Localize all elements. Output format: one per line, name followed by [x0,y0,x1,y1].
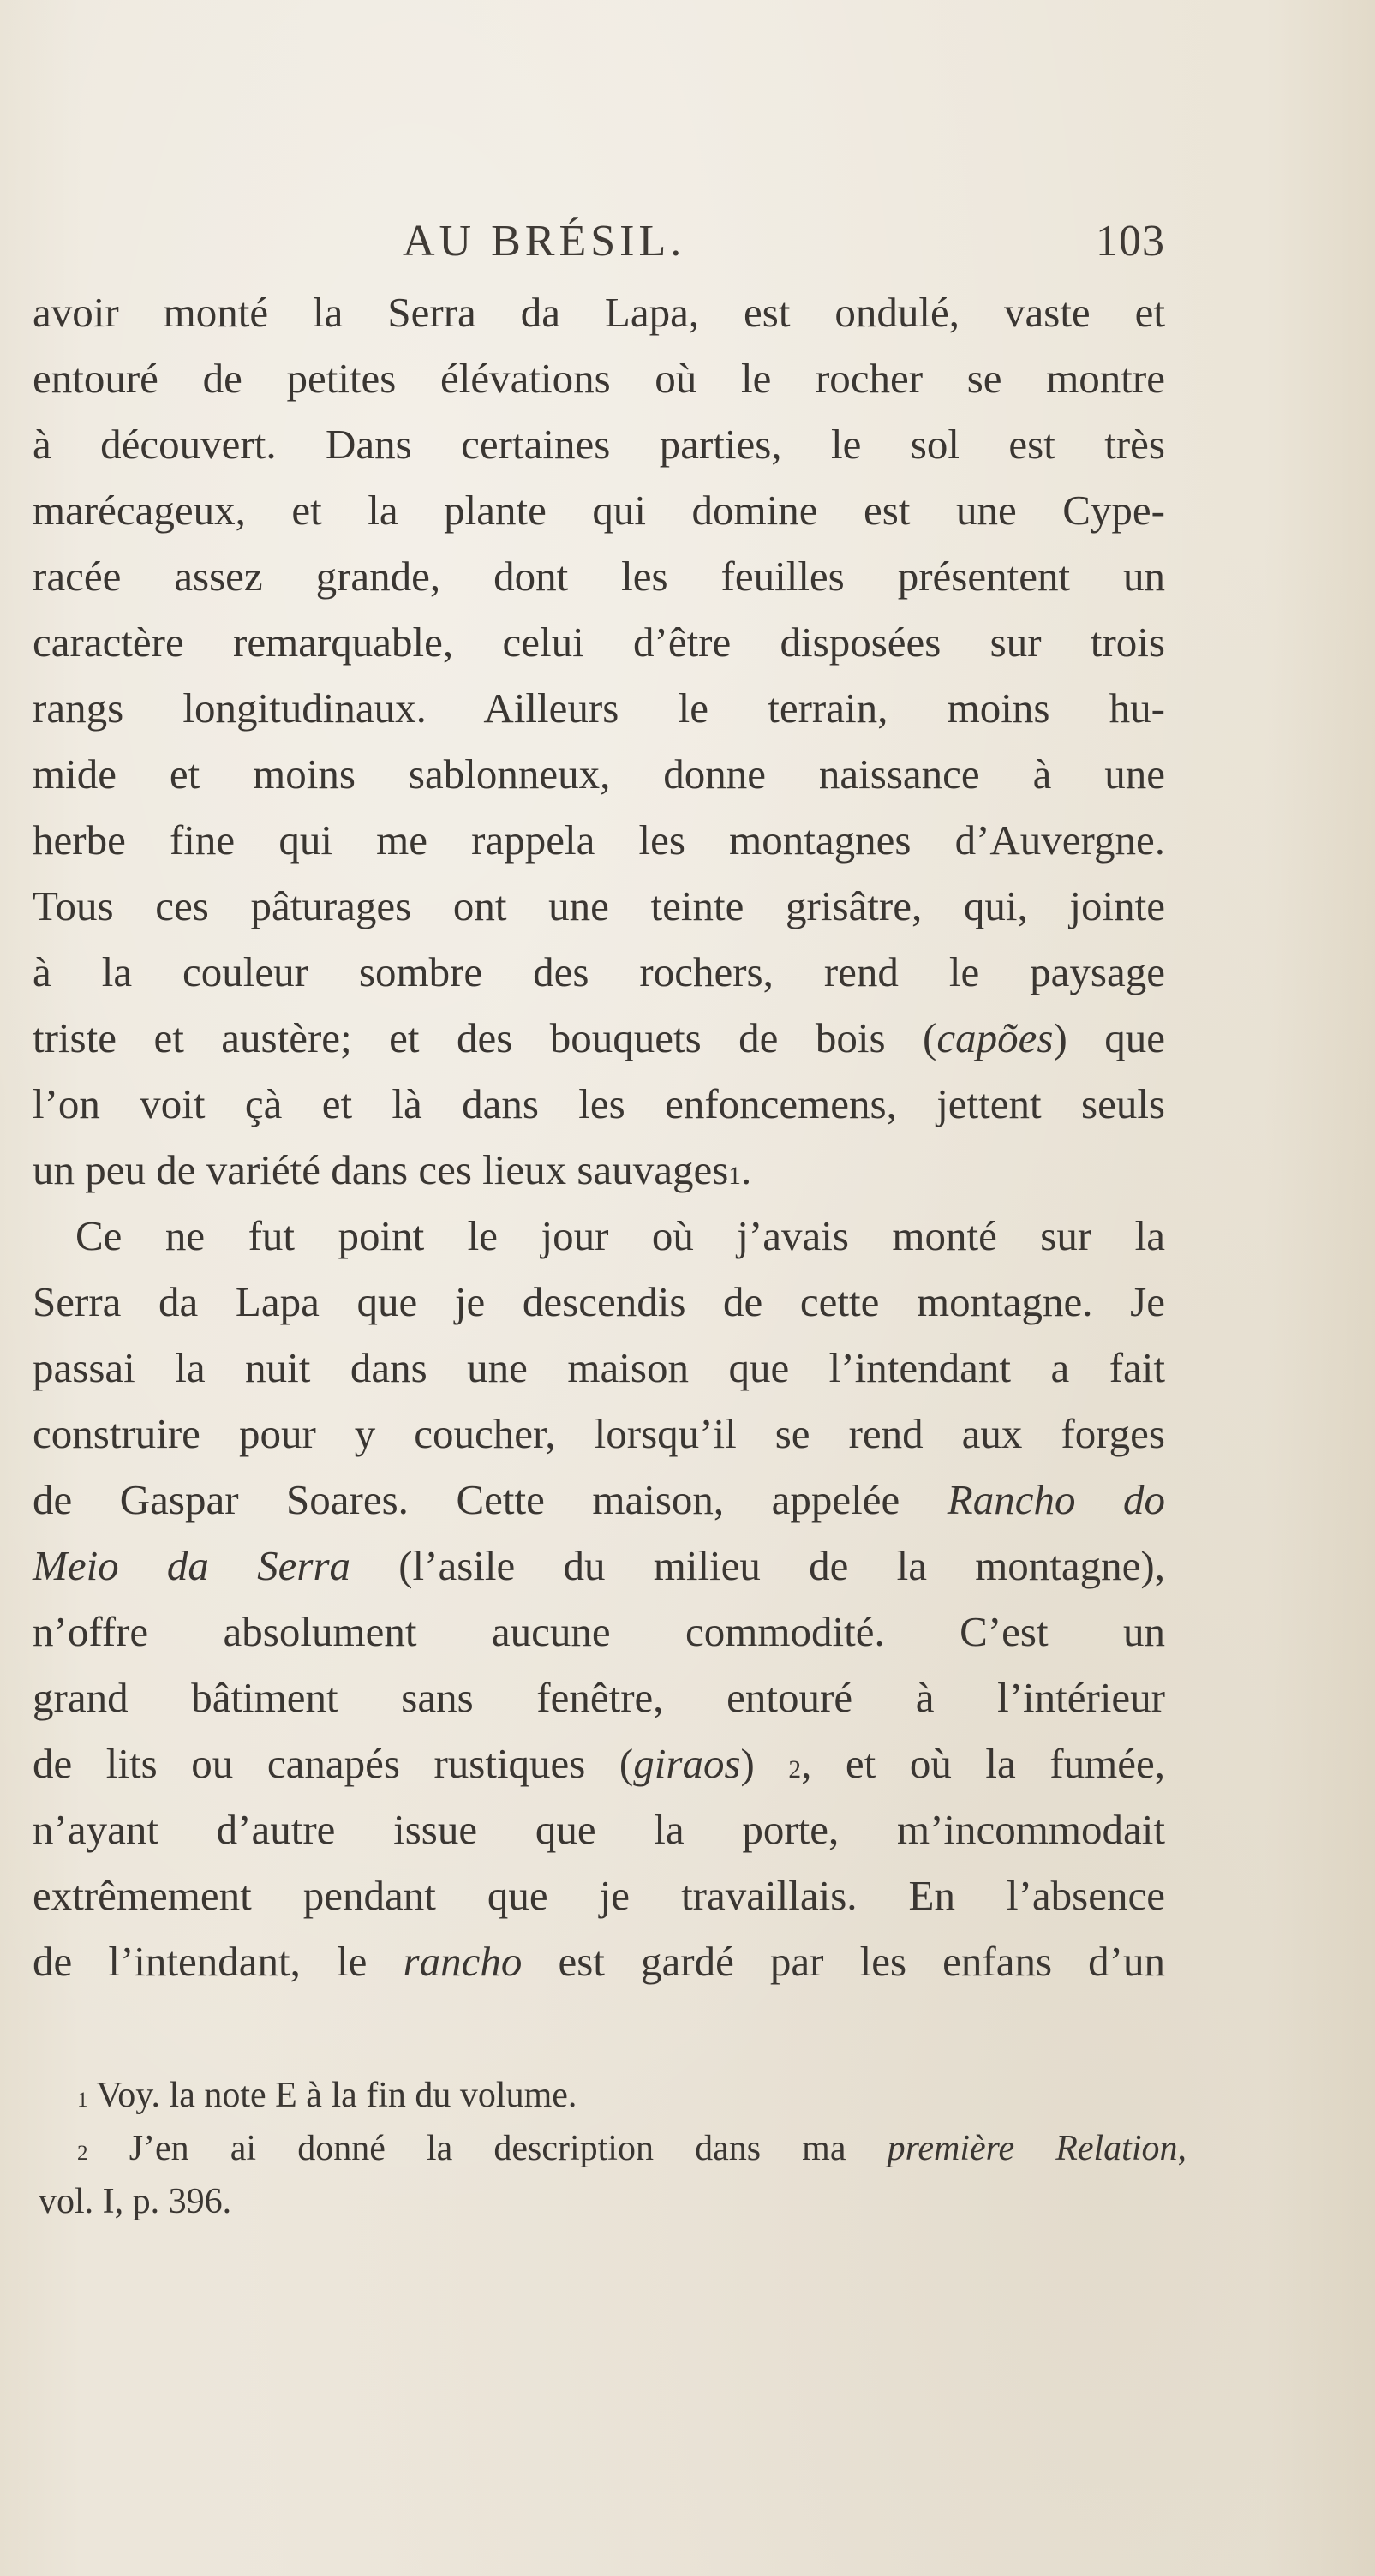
text-line: passai la nuit dans une maison que l’intendant a fait [33,1344,1165,1391]
text-line: un peu de variété dans ces lieux sauvages$^1$. [33,1146,752,1193]
text-line: avoir monté la Serra da Lapa, est ondulé, vaste et [33,289,1165,336]
footnote-2-continued: vol. I, p. 396. [39,2182,232,2221]
footnote-1: $^1$ Voy. la note E à la fin du volume. [77,2076,577,2115]
footnote-ref-2: 2 [788,1756,802,1784]
italic-place-name: Rancho do [947,1476,1165,1523]
text-line: de lits ou canapés rustiques (giraos) $^2$, et où la fumée, [33,1740,1165,1787]
italic-title: première Relation [887,2129,1178,2168]
text-line: à découvert. Dans certaines parties, le sol est très [33,421,1165,468]
text-line: de Gaspar Soares. Cette maison, appelée Rancho do [33,1476,1165,1523]
text-line: n’ayant d’autre issue que la porte, m’incommodait [33,1806,1165,1853]
text-line: construire pour y coucher, lorsqu’il se rend aux forges [33,1410,1165,1457]
footnote-2: $^2$ J’en ai donné la description dans ma première Relation, [77,2129,1187,2168]
text-line: Meio da Serra (l’asile du milieu de la montagne), [33,1542,1165,1589]
text-line: caractère remarquable, celui d’être disposées sur trois [33,619,1165,666]
page-header [403,216,1165,276]
text-line: l’on voit çà et là dans les enfoncemens, jettent seuls [33,1080,1165,1127]
text-line: de l’intendant, le rancho est gardé par les enfans d’un [33,1938,1165,1985]
paragraph-start: Ce ne fut point le jour où j’avais monté sur la [75,1212,1165,1259]
footnote-marker: 1 [77,2089,88,2112]
text-line: Tous ces pâturages ont une teinte grisâtre, qui, jointe [33,882,1165,929]
body-text [33,279,1165,1994]
text-line: marécageux, et la plante qui domine est une Cype- [33,487,1165,534]
text-line: rangs longitudinaux. Ailleurs le terrain, moins hu- [33,684,1165,732]
footnote-marker: 2 [77,2142,88,2165]
footnote-ref-1: 1 [728,1162,741,1190]
text-line: triste et austère; et des bouquets de bois (capões) que [33,1014,1165,1061]
text-line: Serra da Lapa que je descendis de cette montagne. Je [33,1278,1165,1325]
text-line: racée assez grande, dont les feuilles présentent un [33,553,1165,600]
text-line: extrêmement pendant que je travaillais. En l’absence [33,1872,1165,1919]
italic-place-name: Meio da Serra [33,1542,351,1589]
italic-term: rancho [403,1938,523,1985]
text-line: à la couleur sombre des rochers, rend le paysage [33,948,1165,995]
text-line: mide et moins sablonneux, donne naissance à une [33,750,1165,798]
italic-term: giraos [633,1740,741,1787]
running-title: AU BRÉSIL. [403,217,686,266]
footnotes [39,2069,1187,2228]
text-line: entouré de petites élévations où le rocher se montre [33,355,1165,402]
text-line: grand bâtiment sans fenêtre, entouré à l’intérieur [33,1674,1165,1721]
italic-term: capões [936,1014,1054,1061]
text-line: herbe fine qui me rappela les montagnes d’Auvergne. [33,816,1165,864]
page-number: 103 [1096,217,1165,266]
text-line: n’offre absolument aucune commodité. C’est un [33,1608,1165,1655]
